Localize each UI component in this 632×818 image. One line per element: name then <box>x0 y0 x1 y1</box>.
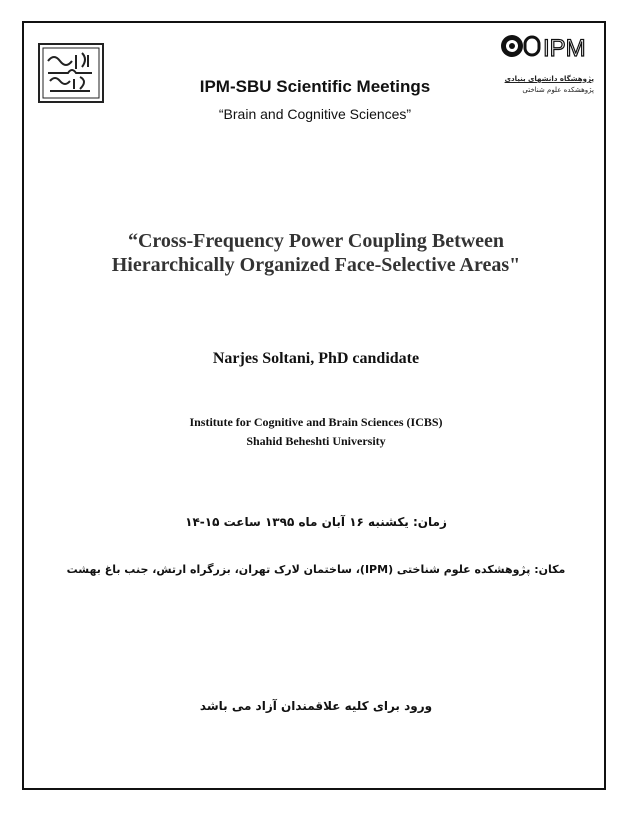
talk-title-line1: “Cross-Frequency Power Coupling Between <box>127 230 505 252</box>
poster-border <box>22 21 606 790</box>
event-time: زمان: یکشنبه ۱۶ آبان ماه ۱۳۹۵ ساعت ۱۵-۱۴ <box>185 515 447 529</box>
ipm-caption-line2: پژوهشکده علوم شناختی <box>522 86 594 94</box>
ipm-caption-line1: پژوهشگاه دانشهای بنیادی <box>504 75 594 83</box>
ipm-caption <box>478 74 594 96</box>
meeting-title: IPM-SBU Scientific Meetings <box>199 77 431 96</box>
affiliation-line1: Institute for Cognitive and Brain Sciences (ICBS) <box>189 415 443 429</box>
meeting-subtitle: “Brain and Cognitive Sciences” <box>218 106 412 122</box>
event-location: مکان: پژوهشکده علوم شناختی (IPM)، ساختمان لارک تهران، بزرگراه ارتش، جنب باغ بهشت <box>66 563 566 576</box>
ipm-logo-icon <box>499 32 593 60</box>
sbu-logo-icon <box>38 43 104 103</box>
ipm-logo-text: IPM <box>543 35 586 60</box>
talk-title-line2: Hierarchically Organized Face-Selective Areas" <box>111 254 521 276</box>
affiliation <box>80 413 552 451</box>
talk-title <box>60 229 572 277</box>
affiliation-line2: Shahid Beheshti University <box>246 434 386 448</box>
entry-note: ورود برای کلیه علاقمندان آزاد می باشد <box>199 699 433 713</box>
speaker-name: Narjes Soltani, PhD candidate <box>212 350 420 367</box>
